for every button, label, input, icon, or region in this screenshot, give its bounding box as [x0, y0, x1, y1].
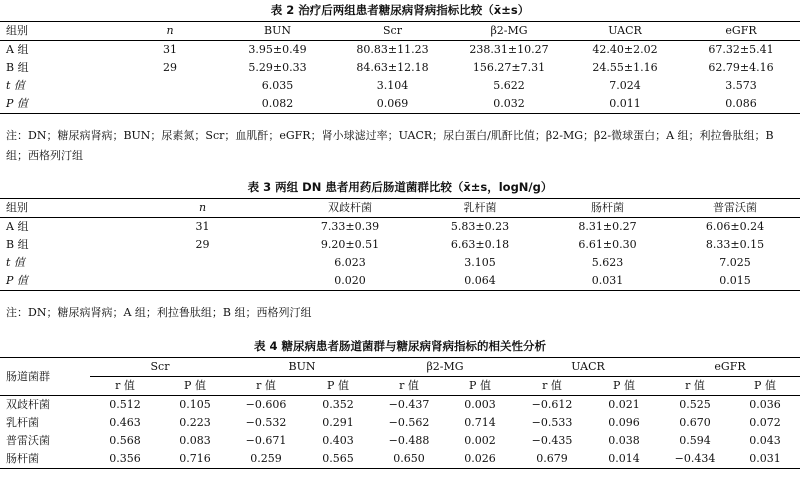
table4-subheader-r: r 值	[90, 377, 160, 396]
table4-group-uacr: UACR	[516, 358, 660, 377]
table4-subheader-row	[0, 377, 800, 396]
table2-header-uacr: UACR	[568, 22, 682, 41]
table-row	[0, 396, 800, 415]
table-cell: t 值	[6, 79, 25, 92]
table3-header-lactobacillus: 乳杆菌	[415, 199, 545, 218]
table-cell: 0.064	[464, 274, 496, 287]
table3-header-enterobacter: 肠杆菌	[545, 199, 670, 218]
table-cell: 0.026	[464, 452, 496, 465]
table-cell: −0.532	[245, 416, 287, 429]
table-cell: 0.036	[749, 398, 781, 411]
table2-header-scr: Scr	[335, 22, 450, 41]
table4-group-bun: BUN	[230, 358, 374, 377]
table-cell: 0.011	[609, 97, 641, 110]
table-cell: 6.06±0.24	[705, 220, 765, 233]
table2-header-group: 组别	[0, 22, 120, 41]
table-cell: 0.356	[109, 452, 141, 465]
table-cell: 6.035	[261, 79, 294, 92]
table-cell: 29	[195, 238, 210, 251]
table-cell: 0.003	[464, 398, 496, 411]
table-cell: 7.025	[719, 256, 751, 269]
table-cell: 0.679	[536, 452, 568, 465]
table-cell: −0.435	[531, 434, 573, 447]
table-row	[0, 272, 800, 291]
table-cell: 5.83±0.23	[450, 220, 510, 233]
table-cell: −0.533	[531, 416, 573, 429]
table4-group-scr: Scr	[90, 358, 230, 377]
table-cell: −0.612	[531, 398, 573, 411]
table-cell: 0.568	[109, 434, 141, 447]
table4-subheader-p: P 值	[302, 377, 374, 396]
table-cell: 0.021	[608, 398, 640, 411]
table4-group-header-row	[0, 358, 800, 377]
table3-header-prevotella: 普雷沃菌	[670, 199, 800, 218]
table-cell: 0.650	[393, 452, 425, 465]
table-cell: 42.40±2.02	[592, 43, 658, 56]
table-cell: 84.63±12.18	[356, 61, 429, 74]
table-cell: 0.670	[679, 416, 711, 429]
table4-subheader-p: P 值	[730, 377, 800, 396]
table-cell: 肠杆菌	[6, 452, 39, 465]
table-cell	[120, 77, 220, 95]
table-cell: P 值	[6, 97, 28, 110]
table-cell: 0.086	[725, 97, 757, 110]
table4-subheader-r: r 值	[660, 377, 730, 396]
table-cell: −0.434	[674, 452, 716, 465]
table-cell: −0.562	[388, 416, 430, 429]
table4-group-egfr: eGFR	[660, 358, 800, 377]
table-cell: 5.622	[493, 79, 525, 92]
table-cell: 3.573	[725, 79, 757, 92]
table-cell: 6.63±0.18	[450, 238, 510, 251]
table-cell	[120, 254, 285, 272]
table-cell: 3.104	[376, 79, 409, 92]
table4-subheader-p: P 值	[588, 377, 660, 396]
table2-header-row	[0, 22, 800, 41]
table-cell: 0.031	[591, 274, 624, 287]
table2	[0, 21, 800, 114]
table-cell: 双歧杆菌	[6, 398, 50, 411]
table-cell: 24.55±1.16	[592, 61, 658, 74]
table2-header-bun: BUN	[220, 22, 335, 41]
table-row	[0, 218, 800, 237]
table-cell: 31	[163, 43, 177, 56]
table-cell: 238.31±10.27	[469, 43, 549, 56]
table-cell: 0.032	[493, 97, 525, 110]
table-cell: 31	[195, 220, 210, 233]
table-cell: 8.33±0.15	[705, 238, 765, 251]
table-cell: 0.096	[608, 416, 640, 429]
table-row	[0, 414, 800, 432]
table-cell: 0.403	[322, 434, 354, 447]
table-cell: 6.61±0.30	[578, 238, 637, 251]
table-cell: 0.463	[109, 416, 141, 429]
table-cell: 0.014	[608, 452, 640, 465]
table2-caption: 表 2 治疗后两组患者糖尿病肾病指标比较（x̄±s）	[270, 3, 530, 17]
table4-header-flora: 肠道菌群	[0, 358, 90, 396]
table-cell: 8.31±0.27	[578, 220, 637, 233]
table-row	[0, 236, 800, 254]
table-cell: 7.024	[609, 79, 641, 92]
table3-note: 注：DN；糖尿病肾病；A 组；利拉鲁肽组；B 组；西格列汀组	[6, 306, 312, 319]
table-cell: A 组	[6, 220, 29, 233]
table-row	[0, 432, 800, 450]
table-cell: −0.606	[245, 398, 287, 411]
table-cell: t 值	[6, 256, 25, 269]
table3-header-bifidobacterium: 双歧杆菌	[285, 199, 415, 218]
table-cell: 0.525	[679, 398, 711, 411]
table-cell: 5.29±0.33	[248, 61, 307, 74]
table-cell	[120, 95, 220, 114]
table2-header-b2mg: β2-MG	[450, 22, 568, 41]
table-cell: 0.015	[719, 274, 751, 287]
table4-subheader-r: r 值	[230, 377, 302, 396]
table-cell: −0.671	[245, 434, 287, 447]
table-cell: 0.105	[179, 398, 211, 411]
table3-header-group: 组别	[0, 199, 120, 218]
table-cell: 156.27±7.31	[472, 61, 546, 74]
table4-body	[0, 396, 800, 469]
table-cell: −0.437	[388, 398, 430, 411]
table-cell: 0.291	[322, 416, 354, 429]
table-cell: A 组	[6, 43, 29, 56]
table-cell: 80.83±11.23	[356, 43, 429, 56]
table4-subheader-p: P 值	[444, 377, 516, 396]
table2-header-n: n	[120, 22, 220, 41]
table3	[0, 198, 800, 291]
table-cell: 0.352	[322, 398, 354, 411]
table3-header-row	[0, 199, 800, 218]
table-cell: 0.002	[464, 434, 496, 447]
table-cell: 0.714	[464, 416, 496, 429]
table-cell: 62.79±4.16	[708, 61, 774, 74]
table-cell: 0.031	[749, 452, 781, 465]
table-cell: 0.082	[261, 97, 294, 110]
table4-subheader-r: r 值	[516, 377, 588, 396]
table4-caption: 表 4 糖尿病患者肠道菌群与糖尿病肾病指标的相关性分析	[253, 339, 546, 353]
table-cell: 乳杆菌	[6, 416, 39, 429]
table-row	[0, 59, 800, 77]
table-cell: 普雷沃菌	[6, 434, 50, 447]
table3-header-n: n	[120, 199, 285, 218]
table-cell: 0.594	[679, 434, 711, 447]
table-cell: 29	[163, 61, 177, 74]
table-cell: 0.043	[749, 434, 781, 447]
table4	[0, 357, 800, 469]
table-cell: 5.623	[591, 256, 624, 269]
table-cell: 7.33±0.39	[320, 220, 380, 233]
table-cell: 67.32±5.41	[708, 43, 774, 56]
table-cell: 0.069	[376, 97, 409, 110]
table-row	[0, 450, 800, 469]
table-cell: 0.259	[250, 452, 282, 465]
table3-caption: 表 3 两组 DN 患者用药后肠道菌群比较（x̄±s，logN/g）	[247, 180, 553, 194]
table2-header-egfr: eGFR	[682, 22, 800, 41]
table-cell: 6.023	[334, 256, 366, 269]
table4-subheader-p: P 值	[160, 377, 230, 396]
table2-note: 注：DN；糖尿病肾病；BUN；尿素氮；Scr；血肌酐；eGFR；肾小球滤过率；UACR；尿白蛋白/肌酐比值；β2-MG；β2-微球蛋白；A 组；利拉鲁肽组；B 组；西格列汀组	[6, 129, 774, 162]
table-cell: 0.083	[179, 434, 211, 447]
table-cell: 0.038	[608, 434, 640, 447]
table-cell: B 组	[6, 61, 29, 74]
table-row	[0, 77, 800, 95]
table-cell: 0.072	[749, 416, 781, 429]
table-row	[0, 95, 800, 114]
table-cell: 3.105	[464, 256, 496, 269]
table4-subheader-r: r 值	[374, 377, 444, 396]
table-cell: P 值	[6, 274, 28, 287]
table-cell: −0.488	[388, 434, 430, 447]
table-cell: 3.95±0.49	[248, 43, 307, 56]
table-row	[0, 254, 800, 272]
table-cell: 0.512	[109, 398, 141, 411]
table-cell: 9.20±0.51	[320, 238, 380, 251]
table-cell: 0.565	[322, 452, 354, 465]
table-cell: 0.223	[179, 416, 211, 429]
table-cell	[120, 272, 285, 291]
table-cell: B 组	[6, 238, 29, 251]
table-cell: 0.020	[334, 274, 366, 287]
table4-group-b2mg: β2-MG	[374, 358, 516, 377]
table-cell: 0.716	[179, 452, 211, 465]
table-row	[0, 41, 800, 60]
